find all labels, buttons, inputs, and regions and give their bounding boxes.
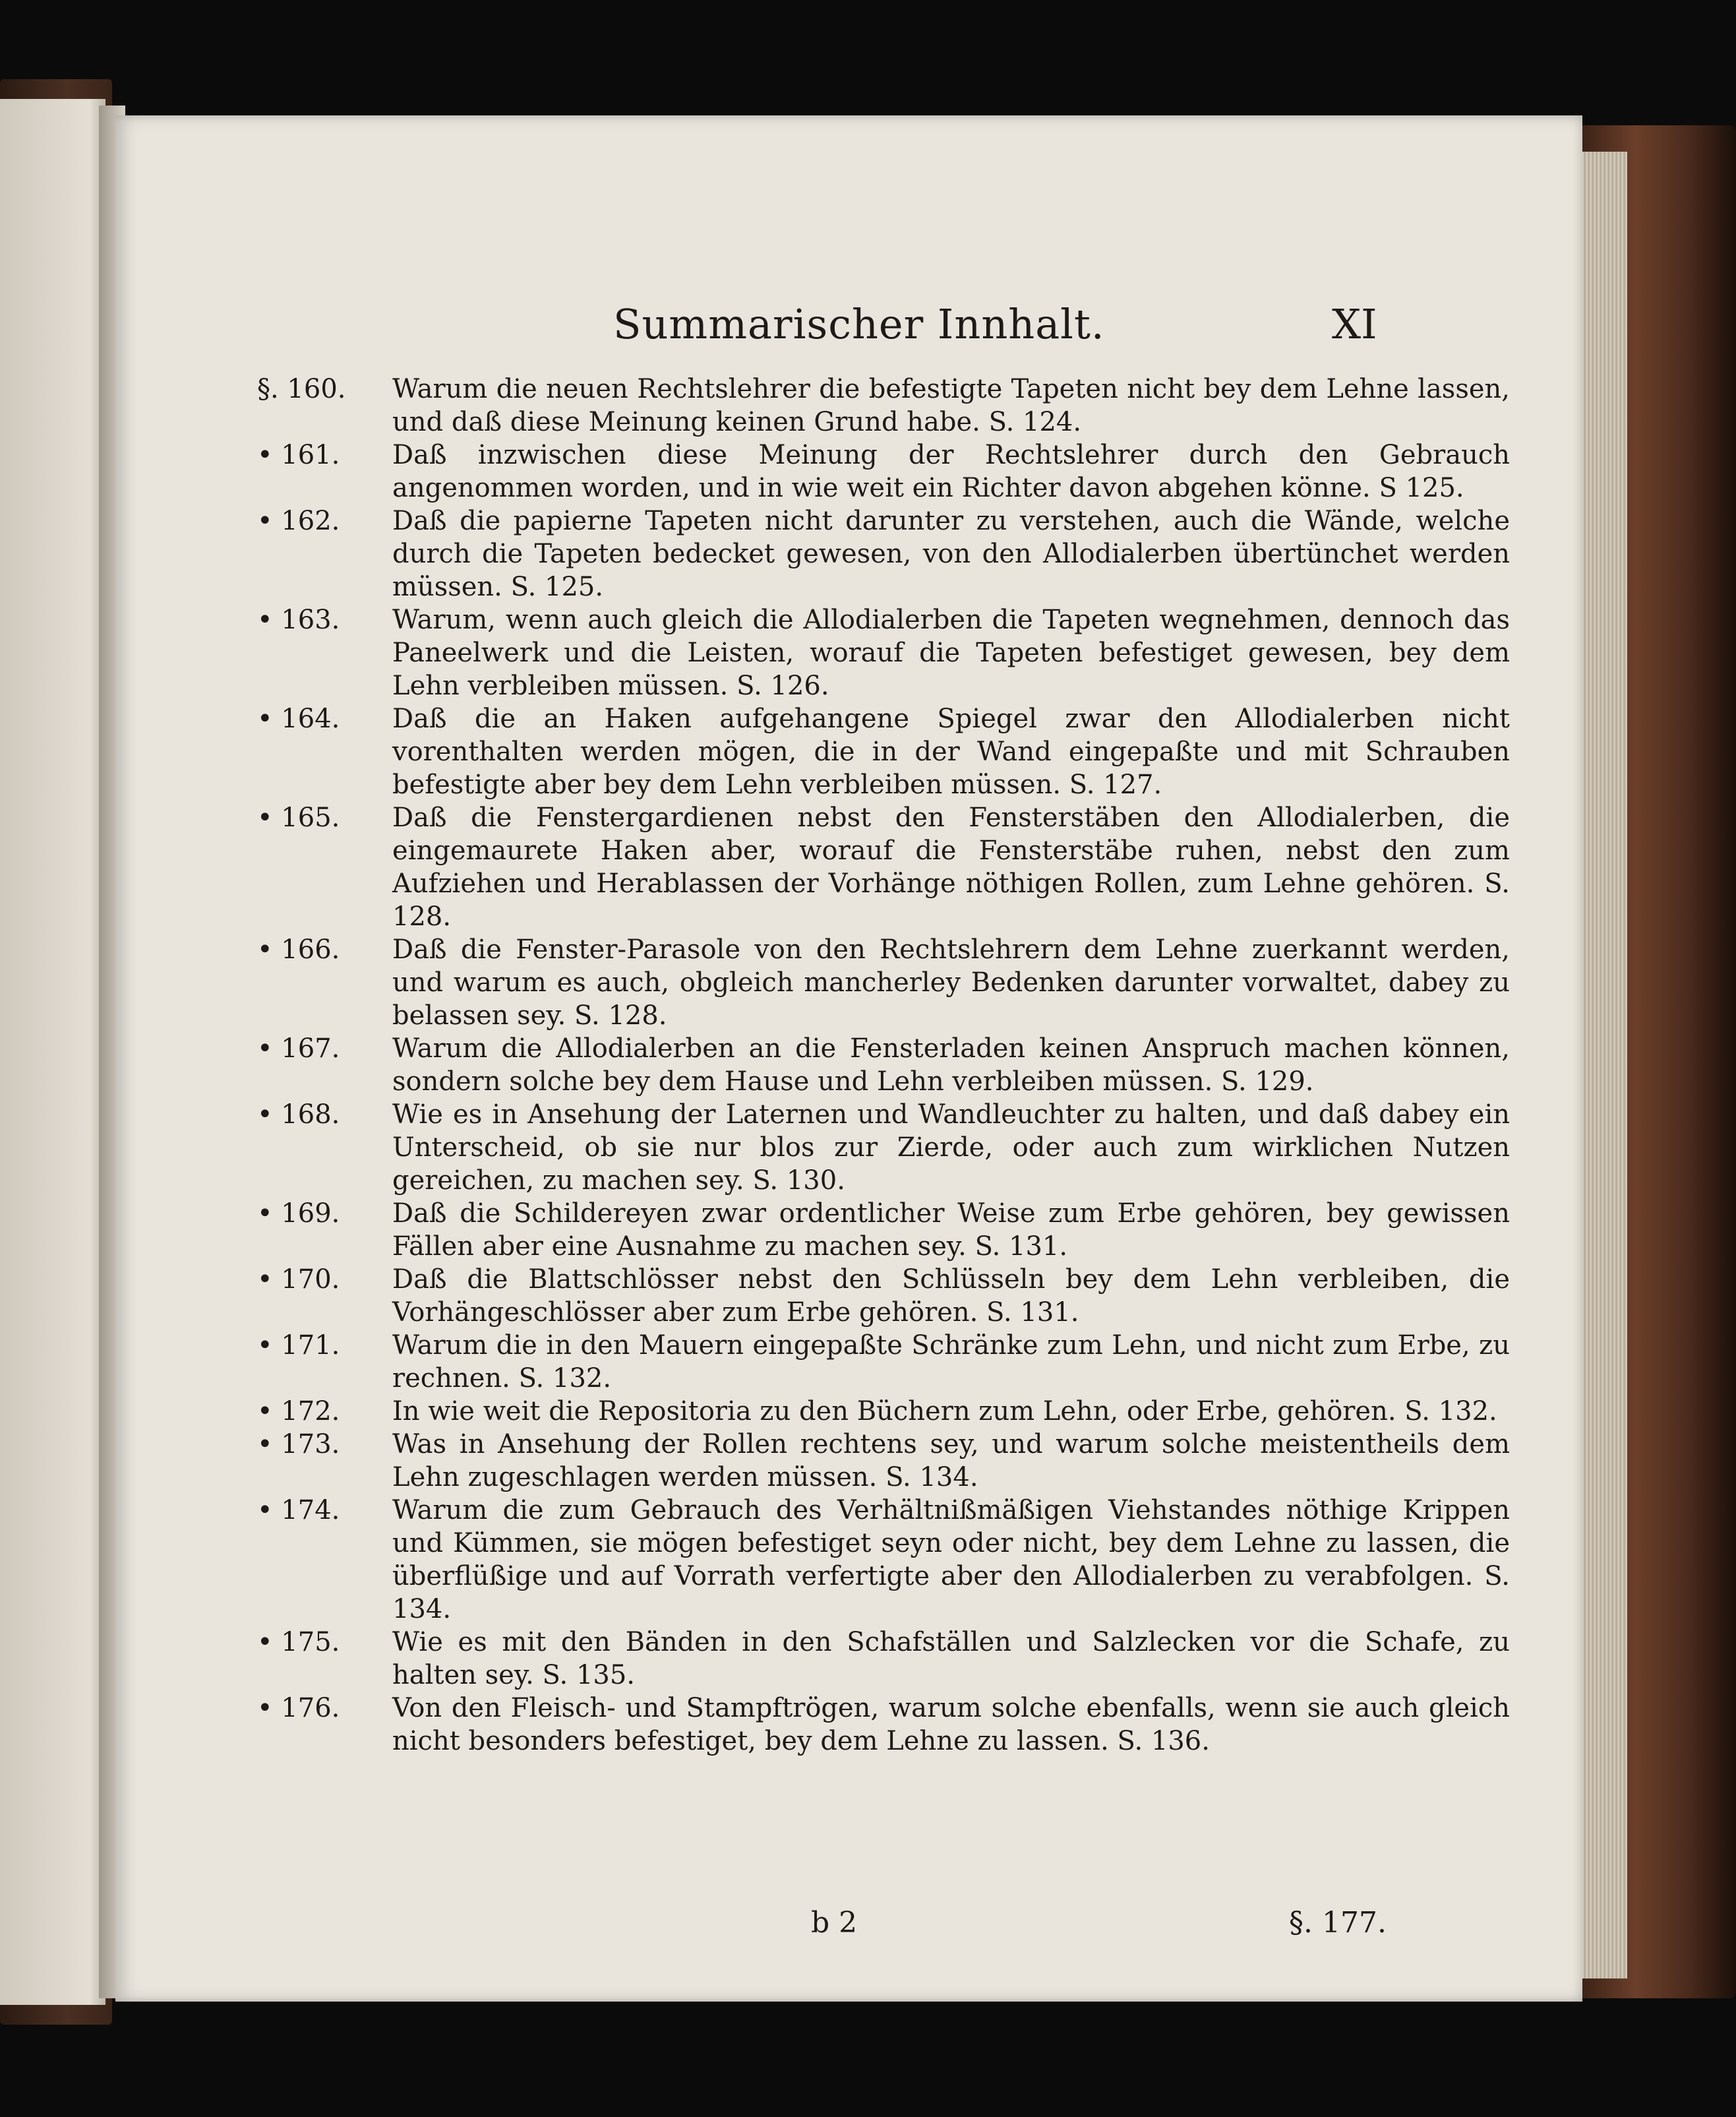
summary-entry — [257, 1428, 1510, 1494]
entry-text: Was in Ansehung der Rollen rechtens sey, und warum solche meistentheils dem Lehn zugeschlagen werden müssen. S. 134. — [392, 1429, 1510, 1492]
entry-text: Warum die in den Mauern eingepaßte Schränke zum Lehn, und nicht zum Erbe, zu rechnen. S. 132. — [392, 1330, 1510, 1394]
right-page-edges — [1581, 152, 1627, 1979]
entry-number: • 176. — [257, 1693, 340, 1723]
catchword: §. 177. — [1289, 1906, 1387, 1940]
entry-text: Wie es mit den Bänden in den Schafställen und Salzlecken vor die Schafe, zu halten sey. S. 135. — [392, 1627, 1510, 1690]
left-page-edge — [0, 99, 105, 2005]
summary-entry — [257, 1395, 1510, 1428]
entry-number: • 161. — [257, 440, 340, 470]
entry-number: • 167. — [257, 1033, 340, 1064]
entry-number: • 163. — [257, 605, 340, 635]
summary-entry — [257, 1692, 1510, 1758]
entry-text: Daß die an Haken aufgehangene Spiegel zwar den Allodialerben nicht vorenthalten werden mögen, die in der Wand eingepaßte und mit Schrauben befestigte aber bey dem Lehn verbleiben müssen. S. 127. — [392, 704, 1510, 800]
summary-entry — [257, 933, 1510, 1032]
entry-number: • 173. — [257, 1429, 340, 1459]
summary-entry — [257, 1032, 1510, 1098]
entry-number: • 162. — [257, 506, 340, 536]
summary-entry — [257, 1329, 1510, 1395]
summary-entry — [257, 801, 1510, 933]
entry-text: Warum die neuen Rechtslehrer die befestigte Tapeten nicht bey dem Lehne lassen, und daß diese Meinung keinen Grund habe. S. 124. — [392, 374, 1510, 437]
entry-text: Von den Fleisch- und Stampftrögen, warum solche ebenfalls, wenn sie auch gleich nicht besonders befestiget, bey dem Lehne zu lassen. S. 136. — [392, 1693, 1510, 1756]
signature-mark: b 2 — [811, 1906, 858, 1940]
page-footer — [115, 1906, 1582, 1952]
summary-entry — [257, 373, 1510, 439]
summary-entry — [257, 1494, 1510, 1626]
summary-entry — [257, 439, 1510, 505]
entry-number: • 171. — [257, 1330, 340, 1361]
entry-number: • 169. — [257, 1198, 340, 1229]
entry-text: Daß die Fenster-Parasole von den Rechtslehrern dem Lehne zuerkannt werden, und warum es auch, obgleich mancherley Bedenken darunter vorwaltet, dabey zu belassen sey. S. 128. — [392, 935, 1510, 1031]
entry-text: Daß die Schildereyen zwar ordentlicher Weise zum Erbe gehören, bey gewissen Fällen aber eine Ausnahme zu machen sey. S. 131. — [392, 1198, 1510, 1262]
entry-number: • 174. — [257, 1495, 340, 1525]
entry-text: Warum die zum Gebrauch des Verhältnißmäßigen Viehstandes nöthige Krippen und Kümmen, sie mögen befestiget seyn oder nicht, bey dem Lehne zu lassen, die überflüßige und auf Vorrath verfertigte aber den Allodialerben zu verabfolgen. S. 134. — [392, 1495, 1510, 1624]
running-head — [115, 300, 1582, 373]
entry-text: Warum, wenn auch gleich die Allodialerben die Tapeten wegnehmen, dennoch das Paneelwerk und die Leisten, worauf die Tapeten befestiget gewesen, bey dem Lehn verbleiben müssen. S. 126. — [392, 605, 1510, 701]
page-title: Summarischer Innhalt. — [613, 300, 1105, 348]
entry-text: Warum die Allodialerben an die Fensterladen keinen Anspruch machen können, sondern solche bey dem Hause und Lehn verbleiben müssen. S. 129. — [392, 1033, 1510, 1097]
entry-text: Daß die Fenstergardienen nebst den Fensterstäben den Allodialerben, die eingemaurete Haken aber, worauf die Fensterstäbe ruhen, nebst den zum Aufziehen und Herablassen der Vorhänge nöthigen Rollen, zum Lehne gehören. S. 128. — [392, 803, 1510, 932]
entry-number: • 168. — [257, 1099, 340, 1130]
page-number: XI — [1332, 300, 1377, 348]
summary-entry — [257, 1098, 1510, 1197]
summary-entry — [257, 1263, 1510, 1329]
summary-entry — [257, 505, 1510, 603]
entry-text: In wie weit die Repositoria zu den Büchern zum Lehn, oder Erbe, gehören. S. 132. — [392, 1396, 1497, 1427]
summary-entry — [257, 1626, 1510, 1692]
summary-entry — [257, 1197, 1510, 1263]
entry-number: • 166. — [257, 935, 340, 965]
entry-text: Daß inzwischen diese Meinung der Rechtslehrer durch den Gebrauch angenommen worden, und in wie weit ein Richter davon abgehen könne. S 125. — [392, 440, 1510, 503]
entry-number: • 170. — [257, 1264, 340, 1295]
book-page — [115, 115, 1582, 2002]
entry-number: §. 160. — [257, 374, 346, 404]
entry-text: Daß die papierne Tapeten nicht darunter zu verstehen, auch die Wände, welche durch die Tapeten bedecket gewesen, von den Allodialerben übertünchet werden müssen. S. 125. — [392, 506, 1510, 602]
entry-number: • 172. — [257, 1396, 340, 1427]
entry-number: • 164. — [257, 704, 340, 734]
entry-text: Wie es in Ansehung der Laternen und Wandleuchter zu halten, und daß dabey ein Unterscheid, ob sie nur blos zur Zierde, oder auch zum wirklichen Nutzen gereichen, zu machen sey. S. 130. — [392, 1099, 1510, 1196]
entry-text: Daß die Blattschlösser nebst den Schlüsseln bey dem Lehn verbleiben, die Vorhängeschlösser aber zum Erbe gehören. S. 131. — [392, 1264, 1510, 1328]
summary-entries — [257, 373, 1510, 1758]
entry-number: • 175. — [257, 1627, 340, 1657]
entry-number: • 165. — [257, 803, 340, 833]
summary-entry — [257, 603, 1510, 702]
summary-entry — [257, 702, 1510, 801]
